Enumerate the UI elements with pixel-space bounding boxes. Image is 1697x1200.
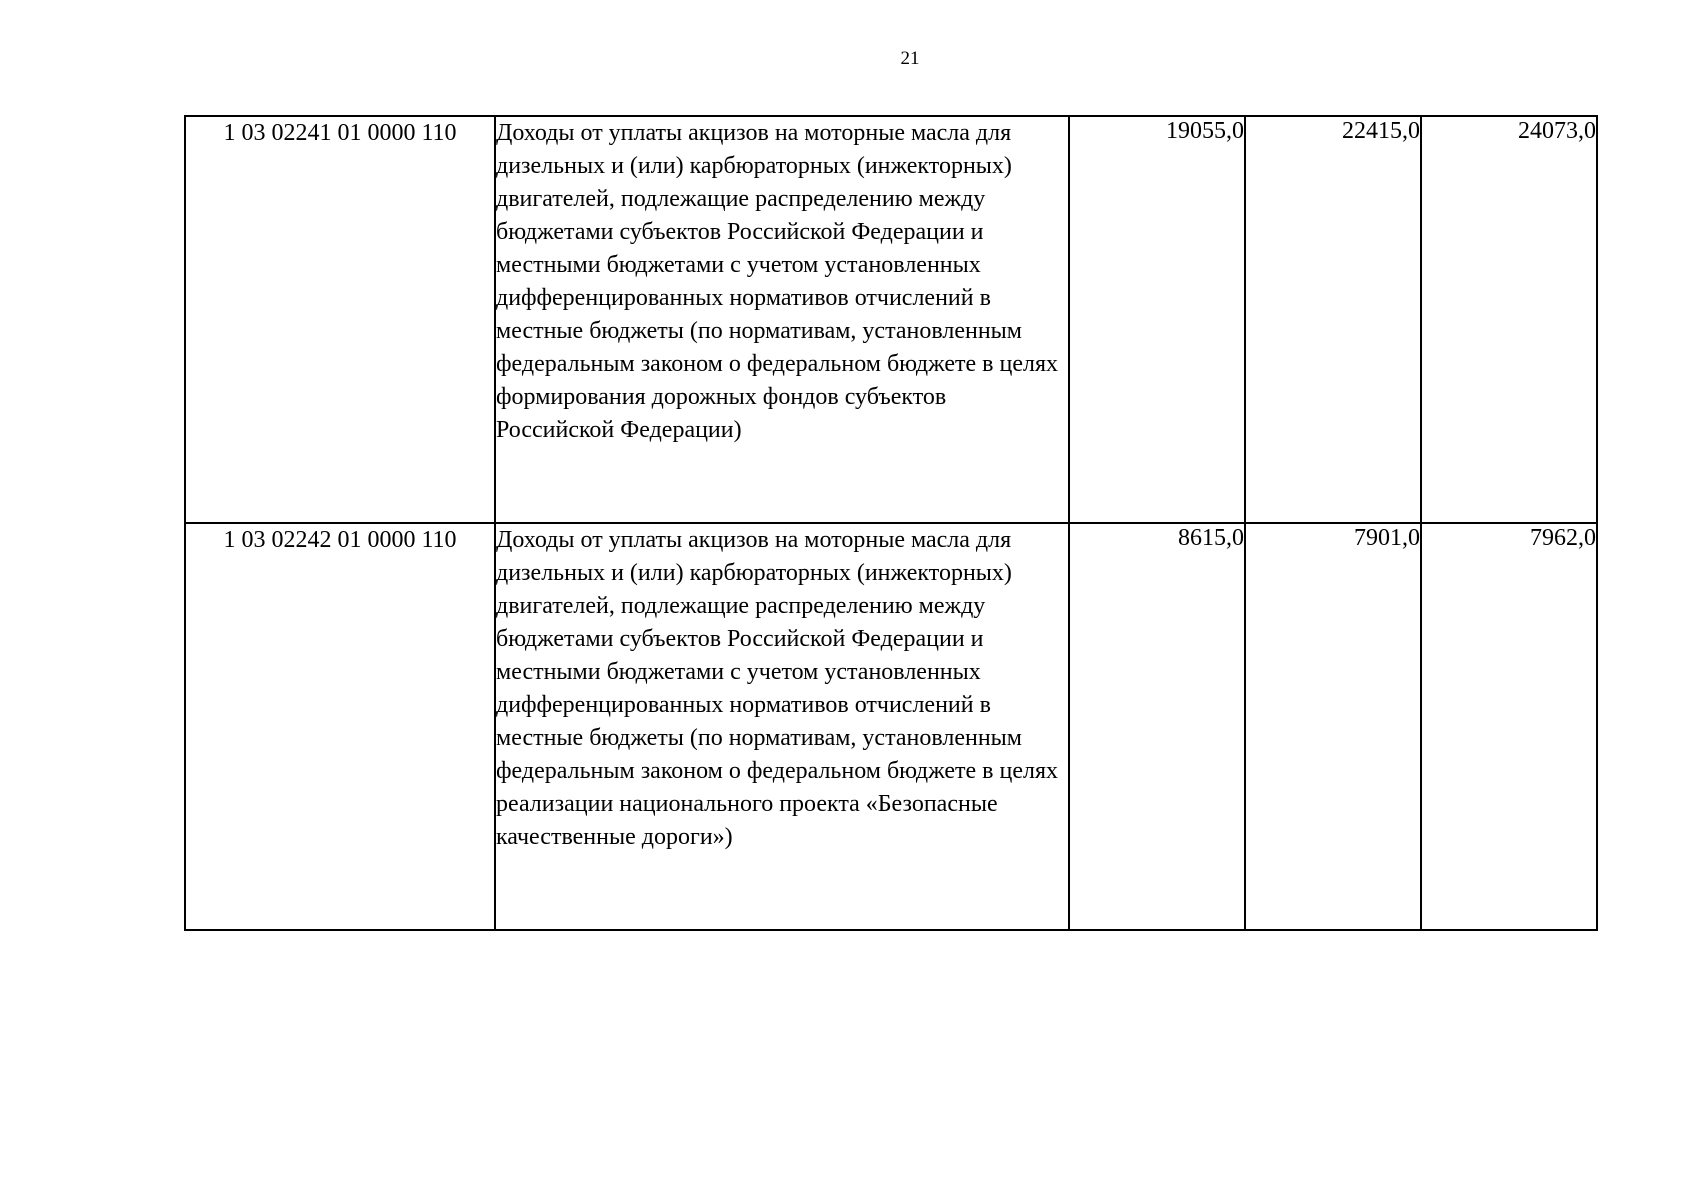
amount-year-2-value: 22415,0 xyxy=(1342,118,1420,144)
amount-year-3-cell xyxy=(1421,523,1597,930)
revenue-description-cell: Доходы от уплаты акцизов на моторные масла для дизельных и (или) карбюраторных (инжекторных) двигателей, подлежащие распределению между бюджетами субъектов Российской Федерации и местными бюджетами с учетом установленных дифференцированных нормативов отчислений в местные бюджеты (по нормативам, установленным федеральным законом о федеральном бюджете в целях формирования дорожных фондов субъектов Российской Федерации) xyxy=(495,116,1069,523)
revenue-description-cell: Доходы от уплаты акцизов на моторные масла для дизельных и (или) карбюраторных (инжекторных) двигателей, подлежащие распределению между бюджетами субъектов Российской Федерации и местными бюджетами с учетом установленных дифференцированных нормативов отчислений в местные бюджеты (по нормативам, установленным федеральным законом о федеральном бюджете в целях реализации национального проекта «Безопасные качественные дороги») xyxy=(495,523,1069,930)
amount-year-1-cell xyxy=(1069,523,1245,930)
amount-year-1-value: 19055,0 xyxy=(1166,118,1244,144)
amount-year-2-value: 7901,0 xyxy=(1354,525,1420,551)
table-row xyxy=(185,116,1597,523)
amount-year-3-cell xyxy=(1421,116,1597,523)
page-number: 21 xyxy=(900,48,920,69)
amount-year-2-cell xyxy=(1245,116,1421,523)
table-row xyxy=(185,523,1597,930)
amount-year-1-cell xyxy=(1069,116,1245,523)
budget-code-cell: 1 03 02242 01 0000 110 xyxy=(185,523,495,930)
amount-year-2-cell xyxy=(1245,523,1421,930)
amount-year-3-value: 7962,0 xyxy=(1530,525,1596,551)
budget-code-cell: 1 03 02241 01 0000 110 xyxy=(185,116,495,523)
amount-year-1-value: 8615,0 xyxy=(1178,525,1244,551)
budget-revenue-table xyxy=(184,115,1598,931)
amount-year-3-value: 24073,0 xyxy=(1518,118,1596,144)
